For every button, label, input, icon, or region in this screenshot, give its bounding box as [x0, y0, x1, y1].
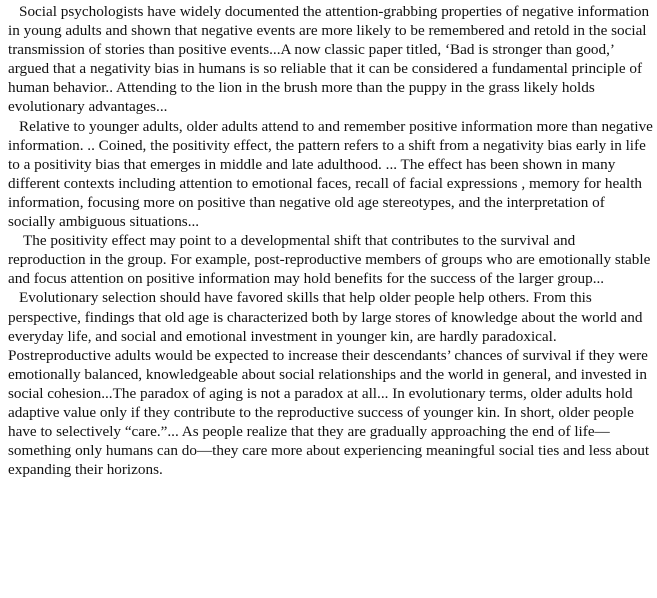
paragraph-positivity-effect: Relative to younger adults, older adults attend to and remember positive information more than negative information. .. Coined, the positivity effect, the pattern refers to a shift from a negativity bias early in life to a positivity bias that emerges in middle and late adulthood. ... The effect has been shown in many different contexts including attention to emotional faces, recall of facial expressions , memory for health information, focusing more on positive than negative old age stereotypes, and the interpretation of socially ambiguous situations... — [8, 117, 653, 231]
paragraph-developmental-shift: The positivity effect may point to a developmental shift that contributes to the survival and reproduction in the group. For example, post-reproductive members of groups who are emotionally stable and focus attention on positive information may hold benefits for the success of the larger group... — [8, 232, 651, 288]
paragraph-evolutionary-selection: Evolutionary selection should have favored skills that help older people help others. From this perspective, findings that old age is characterized both by large stores of knowledge about the world and everyday life, and social and emotional investment in younger kin, are hardly paradoxical. Postreproductive adults would be expected to increase their descendants’ chances of survival if they were emotionally balanced, knowledgeable about social relationships and the world in general, and invested in social cohesion...The paradox of aging is not a paradox at all... In evolutionary terms, older adults hold adaptive value only if they contribute to the reproductive success of younger kin. In short, older people have to selectively “care.”... As people realize that they are gradually approaching the end of life—something only humans can do—they care more about experiencing meaningful social ties and less about expanding their horizons. — [8, 289, 650, 479]
document-body — [8, 2, 653, 479]
paragraph-negativity-bias: Social psychologists have widely documented the attention-grabbing properties of negative information in young adults and shown that negative events are more likely to be remembered and retold in the social transmission of stories than positive events...A now classic paper titled, ‘Bad is stronger than good,’ argued that a negativity bias in humans is so reliable that it can be considered a fundamental principle of human behavior.. Attending to the lion in the brush more than the puppy in the grass likely holds evolutionary advantages... — [8, 3, 650, 116]
